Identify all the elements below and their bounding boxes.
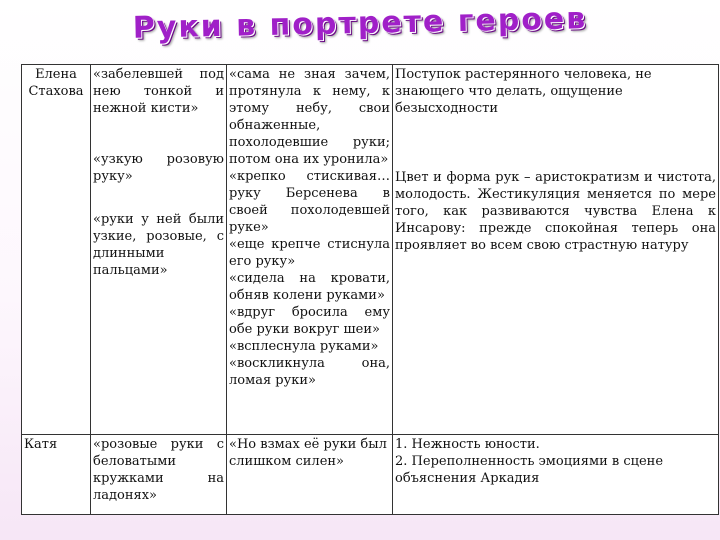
quote: «всплеснула руками» bbox=[229, 339, 379, 354]
meaning-cell bbox=[393, 435, 719, 515]
meaning-text: Поступок растерянного человека, не знающего что делать, ощущение безысходности bbox=[395, 67, 652, 116]
hero-name-cell bbox=[22, 65, 91, 435]
quote: «руки у ней были узкие, розовые, с длинными пальцами» bbox=[93, 212, 224, 278]
meaning-text: 2. Переполненность эмоциями в сцене объяснения Аркадия bbox=[395, 454, 664, 486]
quote: «забелевшей под нею тонкой и нежной кисти» bbox=[93, 67, 224, 116]
slide-title: Руки в портрете героев bbox=[132, 1, 588, 46]
hands-table bbox=[21, 64, 719, 515]
quote: «еще крепче стиснула его руку» bbox=[229, 237, 390, 269]
quote: «воскликнула она, ломая руки» bbox=[229, 356, 390, 388]
quote: «розовые руки с беловатыми кружками на ладонях» bbox=[93, 437, 224, 503]
portrait-quotes-cell bbox=[91, 435, 227, 515]
quote: «вдруг бросила ему обе руки вокруг шеи» bbox=[229, 305, 390, 337]
quote: «крепко стискивая…руку Берсенева в своей похолодевшей руке» bbox=[229, 169, 390, 235]
meaning-text: 1. Нежность юности. bbox=[395, 437, 540, 452]
hero-name: Елена Стахова bbox=[28, 67, 84, 99]
gesture-quotes-cell bbox=[227, 65, 393, 435]
quote: «сидела на кровати, обняв колени руками» bbox=[229, 271, 390, 303]
table-row bbox=[22, 65, 719, 435]
gesture-quotes-cell bbox=[227, 435, 393, 515]
meaning-cell bbox=[393, 65, 719, 435]
hero-name: Катя bbox=[24, 437, 58, 452]
table-row bbox=[22, 435, 719, 515]
quote: «сама не зная зачем, протянула к нему, к этому небу, свои обнаженные, похолодевшие руки; потом она их уронила» bbox=[229, 67, 390, 167]
meaning-text: Цвет и форма рук – аристократизм и чистота, молодость. Жестикуляция меняется по мере того, как развиваются чувства Елена к Инсарову: прежде спокойная теперь она проявляет во всем свою страстную натуру bbox=[395, 170, 716, 253]
hero-name-cell bbox=[22, 435, 91, 515]
quote: «Но взмах её руки был слишком силен» bbox=[229, 437, 387, 469]
portrait-quotes-cell bbox=[91, 65, 227, 435]
quote: «узкую розовую руку» bbox=[93, 152, 224, 184]
